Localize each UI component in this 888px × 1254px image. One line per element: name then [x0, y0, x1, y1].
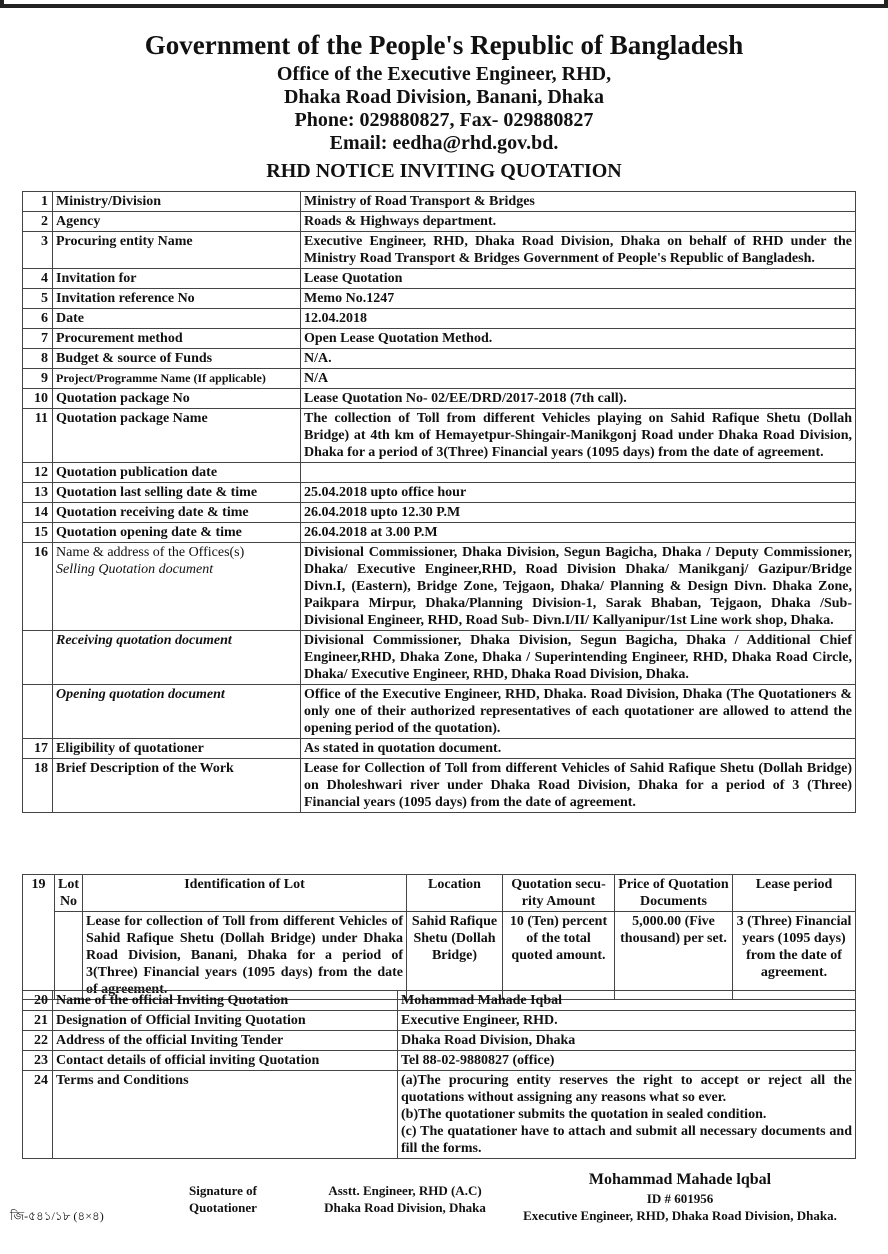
location-header: Location: [407, 875, 503, 912]
row-label: Quotation package No: [53, 389, 301, 409]
row-value: As stated in quotation document.: [301, 739, 856, 759]
row-label: Address of the official Inviting Tender: [53, 1031, 398, 1051]
quotationer-signature: [168, 1182, 278, 1216]
signature-office: Dhaka Road Division, Dhaka: [324, 1200, 486, 1215]
row-number: 23: [23, 1051, 53, 1071]
row-label: Quotation publication date: [53, 463, 301, 483]
row-number: 2: [23, 212, 53, 232]
row-number: 9: [23, 369, 53, 389]
offices-label: Name & address of the Offices(s): [56, 545, 245, 560]
row-number: 24: [23, 1071, 53, 1159]
table-row: [23, 409, 856, 463]
table-row: [23, 232, 856, 269]
table-row: [23, 631, 856, 685]
row-label: Procurement method: [53, 329, 301, 349]
email-line: Email: eedha@rhd.gov.bd.: [329, 132, 559, 154]
row-value: [301, 463, 856, 483]
row-number: 17: [23, 739, 53, 759]
row-number: 8: [23, 349, 53, 369]
signature-designation: Executive Engineer, RHD, Dhaka Road Division, Dhaka.: [523, 1208, 837, 1223]
office-address-block: [0, 63, 888, 155]
row-label: Brief Description of the Work: [53, 759, 301, 813]
row-number: 5: [23, 289, 53, 309]
opening-label: Opening quotation document: [53, 685, 301, 739]
table-row: [23, 483, 856, 503]
top-border: [0, 0, 888, 8]
row-label: Invitation for: [53, 269, 301, 289]
row-number: 21: [23, 1011, 53, 1031]
row-number: 12: [23, 463, 53, 483]
row-value: 26.04.2018 at 3.00 P.M: [301, 523, 856, 543]
row-number: 14: [23, 503, 53, 523]
row-number: 11: [23, 409, 53, 463]
table-row: [23, 269, 856, 289]
table-row: [23, 349, 856, 369]
row-number: 22: [23, 1031, 53, 1051]
phone-line: Phone: 029880827, Fax- 029880827: [294, 109, 594, 131]
row-label: Contact details of official inviting Quotation: [53, 1051, 398, 1071]
row-value: Mohammad Mahade Iqbal: [398, 991, 856, 1011]
lot-period: 3 (Three) Financial years (1095 days) from the date of agreement.: [733, 912, 856, 1000]
row-label: Project/Programme Name (If applicable): [53, 369, 301, 389]
identification-header: Identification of Lot: [83, 875, 407, 912]
row-value: The collection of Toll from different Vehicles playing on Sahid Rafique Shetu (Dollah Bridge) at 4th km of Hemayetpur-Shingair-Manikgonj Road under Dhaka Road Division, Dhaka for a period of 3(Three) Financial years (1095 days) from the date of agreement.: [301, 409, 856, 463]
row-number: 20: [23, 991, 53, 1011]
row-value: Ministry of Road Transport & Bridges: [301, 192, 856, 212]
receiving-offices: Divisional Commissioner, Dhaka Division, Segun Bagicha, Dhaka / Additional Chief Engineer,RHD, Dhaka Zone, Dhaka / Superintending Engineer, RHD, Dhaka Road Circle, Dhaka/ Executive Engineer, RHD, Dhaka Road Division, Dhaka.: [301, 631, 856, 685]
row-number: 10: [23, 389, 53, 409]
signature-designation: Asstt. Engineer, RHD (A.C): [328, 1183, 482, 1198]
notice-title: RHD NOTICE INVITING QUOTATION: [266, 160, 622, 182]
row-label: Name of the official Inviting Quotation: [53, 991, 398, 1011]
row-label: Designation of Official Inviting Quotation: [53, 1011, 398, 1031]
signature-role: Quotationer: [189, 1200, 257, 1215]
official-table: [22, 990, 856, 1159]
row-number: 16: [23, 543, 53, 631]
terms-conditions: [398, 1071, 856, 1159]
row-label: Quotation opening date & time: [53, 523, 301, 543]
table-row: [23, 991, 856, 1011]
government-heading: Government of the People's Republic of Bangladesh: [144, 30, 744, 60]
row-value: N/A: [301, 369, 856, 389]
table-row: [23, 685, 856, 739]
row-label: Quotation receiving date & time: [53, 503, 301, 523]
table-row: [23, 192, 856, 212]
row-value: 25.04.2018 upto office hour: [301, 483, 856, 503]
row-label: Budget & source of Funds: [53, 349, 301, 369]
selling-offices: Divisional Commissioner, Dhaka Division, Segun Bagicha, Dhaka / Deputy Commissioner, Dhaka/ Executive Engineer,RHD, Road Division Dhaka/ Manikganj/ Gazipur/Bridge Divn.I, (Eastern), Bridge Zone, Tejgaon, Dhaka/ Planning & Design Divn. Dhaka Zone, Paikpara Mirpur, Dhaka/Planning Division-1, Sarak Bhaban, Tejgaon, Dhaka /Sub-Divisional Engineer, RHD, Road Sub- Divn.I/II/ Kallyanipur/1st Line work shop, Dhaka.: [301, 543, 856, 631]
row-number: 6: [23, 309, 53, 329]
table-row: [23, 739, 856, 759]
row-value: Open Lease Quotation Method.: [301, 329, 856, 349]
row-label: Date: [53, 309, 301, 329]
selling-label: Selling Quotation document: [56, 562, 214, 577]
signature-name: Mohammad Mahade lqbal: [588, 1171, 772, 1188]
row-label: Quotation last selling date & time: [53, 483, 301, 503]
price-header: Price of Quotation Documents: [615, 875, 733, 912]
row-number: 19: [23, 875, 55, 1000]
table-row: [23, 329, 856, 349]
table-row: [23, 759, 856, 813]
row-value: Dhaka Road Division, Dhaka: [398, 1031, 856, 1051]
row-label: [53, 543, 301, 631]
security-header: Quotation secu-rity Amount: [503, 875, 615, 912]
executive-engineer-signature: [500, 1170, 860, 1224]
row-number: 13: [23, 483, 53, 503]
row-label: Procuring entity Name: [53, 232, 301, 269]
asstt-engineer-signature: [300, 1182, 510, 1216]
row-label: Agency: [53, 212, 301, 232]
office-line: Office of the Executive Engineer, RHD,: [276, 63, 612, 85]
term-b: (b)The quotationer submits the quotation in sealed condition.: [401, 1107, 767, 1122]
lot-price: 5,000.00 (Five thousand) per set.: [615, 912, 733, 1000]
division-line: Dhaka Road Division, Banani, Dhaka: [283, 86, 605, 108]
lot-identification: Lease for collection of Toll from different Vehicles of Sahid Rafique Shetu (Dollah Bridge) under Dhaka Road Division, Banani, Dhaka for a period of 3(Three) Financial years (1095 days) from the date of agreement.: [83, 912, 407, 1000]
table-row: [23, 1011, 856, 1031]
term-c: (c) The quatationer have to attach and submit all necessary documents and fill the forms.: [401, 1124, 852, 1156]
row-value: Roads & Highways department.: [301, 212, 856, 232]
table-row: [23, 463, 856, 483]
table-row: [23, 1051, 856, 1071]
row-number: 3: [23, 232, 53, 269]
row-label: Quotation package Name: [53, 409, 301, 463]
row-label: Terms and Conditions: [53, 1071, 398, 1159]
row-number: 18: [23, 759, 53, 813]
row-value: N/A.: [301, 349, 856, 369]
table-row: [23, 543, 856, 631]
row-label: Ministry/Division: [53, 192, 301, 212]
table-row: [23, 523, 856, 543]
lot-table: [22, 874, 856, 1000]
publication-memo: জি-৫৪১/১৮ (৪×৪): [10, 1209, 104, 1223]
lot-no-header: Lot No: [55, 875, 83, 912]
row-number: 4: [23, 269, 53, 289]
row-number: 15: [23, 523, 53, 543]
table-row: [23, 389, 856, 409]
lot-row: [23, 912, 856, 1000]
period-header: Lease period: [733, 875, 856, 912]
table-row: [23, 369, 856, 389]
row-value: Executive Engineer, RHD.: [398, 1011, 856, 1031]
row-value: 12.04.2018: [301, 309, 856, 329]
row-value: Lease for Collection of Toll from different Vehicles of Sahid Rafique Shetu (Dollah Bridge) on Dholeshwari river under Dhaka Road Division, Dhaka for a period of 3 (Three) Financial years (1095 days) from the date of agreement.: [301, 759, 856, 813]
receiving-label: Receiving quotation document: [53, 631, 301, 685]
row-label: Invitation reference No: [53, 289, 301, 309]
table-row: [23, 1031, 856, 1051]
table-row: [23, 1071, 856, 1159]
opening-offices: Office of the Executive Engineer, RHD, Dhaka. Road Division, Dhaka (The Quotationers & only one of their authorized representatives of each quotationer are allowed to attend the opening period of the quotation).: [301, 685, 856, 739]
row-value: Lease Quotation No- 02/EE/DRD/2017-2018 (7th call).: [301, 389, 856, 409]
table-row: [23, 289, 856, 309]
notice-table: [22, 191, 856, 813]
row-value: 26.04.2018 upto 12.30 P.M: [301, 503, 856, 523]
table-row: [23, 212, 856, 232]
table-row: [23, 309, 856, 329]
lot-header-row: [23, 875, 856, 912]
lot-security: 10 (Ten) percent of the total quoted amount.: [503, 912, 615, 1000]
lot-location: Sahid Rafique Shetu (Dollah Bridge): [407, 912, 503, 1000]
table-row: [23, 503, 856, 523]
row-value: Lease Quotation: [301, 269, 856, 289]
row-number: 7: [23, 329, 53, 349]
row-value: Memo No.1247: [301, 289, 856, 309]
term-a: (a)The procuring entity reserves the right to accept or reject all the quotations without assigning any reasons what so ever.: [401, 1073, 852, 1105]
signature-label: Signature of: [188, 1183, 257, 1198]
row-number: 1: [23, 192, 53, 212]
row-label: Eligibility of quotationer: [53, 739, 301, 759]
signature-id: ID # 601956: [646, 1191, 714, 1206]
row-value: Tel 88-02-9880827 (office): [398, 1051, 856, 1071]
row-value: Executive Engineer, RHD, Dhaka Road Division, Dhaka on behalf of RHD under the Ministry Road Transport & Bridges Government of People's Republic of Bangladesh.: [301, 232, 856, 269]
